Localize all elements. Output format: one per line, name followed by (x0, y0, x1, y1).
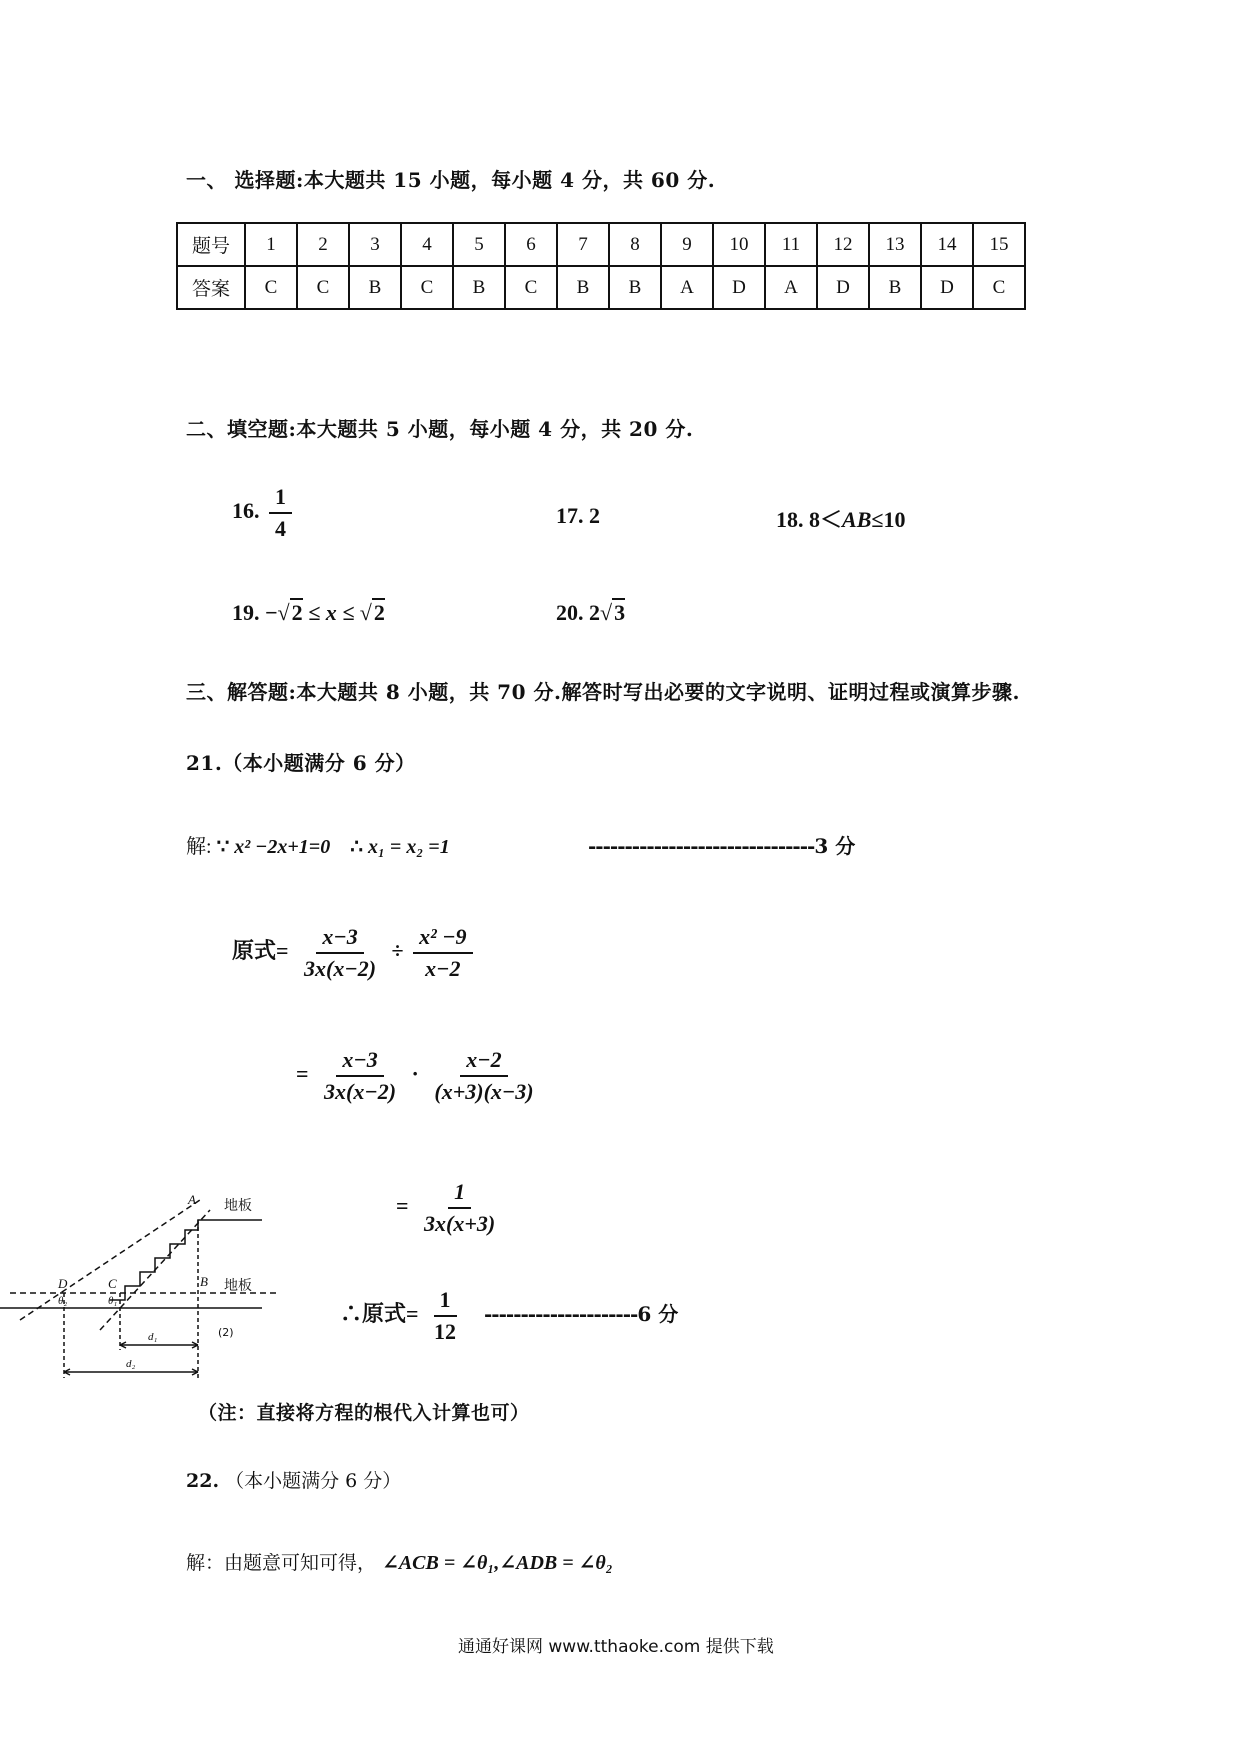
section1-heading: 一、 选择题:本大题共 15 小题，每小题 4 分，共 60 分. (186, 168, 716, 192)
table-cell: 6 (505, 223, 557, 266)
section2-heading: 二、填空题:本大题共 5 小题，每小题 4 分，共 20 分. (186, 417, 694, 441)
score-dashes: --------------------- (484, 1302, 638, 1326)
table-cell: 11 (765, 223, 817, 266)
score-value: 6 分 (637, 1302, 679, 1326)
label-c: C (108, 1276, 117, 1291)
fraction (418, 1180, 501, 1236)
q21-step2 (296, 1048, 544, 1104)
radicand: 2 (373, 600, 385, 625)
inequality-middle: ≤ x ≤ (308, 600, 355, 625)
table-row-answers (177, 266, 1025, 309)
numerator: x−2 (460, 1048, 507, 1077)
solution-prefix: 解: (186, 836, 212, 858)
label-theta2: θ₂ (58, 1295, 68, 1307)
original-expression-label: 原式= (232, 938, 289, 964)
equation-roots: x₁ = x₂ =1 (367, 836, 450, 858)
label-d: D (58, 1276, 68, 1291)
table-cell: B (609, 266, 661, 309)
table-cell: 14 (921, 223, 973, 266)
label-d1: d₁ (148, 1331, 158, 1343)
label-b: B (200, 1274, 208, 1289)
section3-heading: 三、解答题:本大题共 8 小题，共 70 分.解答时写出必要的文字说明、证明过程或演算步骤. (186, 680, 1020, 704)
table-cell: 8 (609, 223, 661, 266)
minus-sign: − (265, 600, 278, 625)
numerator: x−3 (316, 925, 363, 954)
table-cell: 9 (661, 223, 713, 266)
denominator: 3x(x−2) (324, 1079, 397, 1105)
label-floor-top: 地板 (224, 1198, 252, 1214)
radicand: 3 (614, 600, 626, 625)
question-number: 20. (556, 600, 584, 625)
label-theta1: θ₁ (108, 1295, 118, 1307)
coefficient: 2 (589, 600, 600, 625)
question-17 (556, 503, 600, 529)
question-19: 19. −√2 ≤ x ≤ √2 (232, 600, 385, 625)
q21-note: （注：直接将方程的根代入计算也可） (198, 1402, 530, 1424)
table-cell: A (765, 266, 817, 309)
table-cell: 12 (817, 223, 869, 266)
table-cell: C (245, 266, 297, 309)
score-marker-2 (484, 1298, 678, 1327)
denominator: 12 (434, 1319, 457, 1345)
score-marker-1 (588, 830, 855, 859)
answer-value: 2 (589, 503, 600, 528)
table-cell: B (349, 266, 401, 309)
q21-title: 21.（本小题满分 6 分） (186, 751, 416, 775)
table-cell: B (557, 266, 609, 309)
table-cell: 10 (713, 223, 765, 266)
denominator: 4 (275, 516, 286, 542)
fraction (413, 925, 472, 981)
q21-final (340, 1288, 466, 1344)
question-number: 16. (232, 498, 260, 524)
divide-operator: ÷ (391, 938, 404, 964)
question-16 (232, 485, 296, 541)
radicand: 2 (291, 600, 303, 625)
q21-step3 (396, 1180, 505, 1236)
table-cell: 1 (245, 223, 297, 266)
angle-relation: ∠ACB = ∠θ₁,∠ADB = ∠θ₂ (382, 1552, 613, 1574)
table-cell: 7 (557, 223, 609, 266)
table-cell: A (661, 266, 713, 309)
table-cell: C (297, 266, 349, 309)
table-cell: 13 (869, 223, 921, 266)
equation: x² −2x+1=0 (234, 836, 331, 858)
answer-table (176, 222, 1026, 310)
inequality-left: 8＜ (809, 507, 843, 532)
equals-sign: = (396, 1193, 409, 1219)
table-cell: C (505, 266, 557, 309)
question-number: 19. (232, 600, 260, 625)
fraction (269, 485, 292, 541)
q21-step1 (232, 925, 477, 981)
numerator: x² −9 (413, 925, 472, 954)
footer-credit: 通通好课网 www.tthaoke.com 提供下载 (458, 1637, 774, 1657)
question-20: 20. 2√3 (556, 600, 626, 625)
table-cell: C (973, 266, 1025, 309)
table-header-answer: 答案 (177, 266, 245, 309)
numerator: 1 (269, 485, 292, 514)
q22-title (186, 1466, 401, 1493)
denominator: 3x(x+3) (424, 1211, 496, 1237)
question-number: 22. (186, 1470, 220, 1492)
variable: AB (842, 507, 872, 532)
table-cell: 3 (349, 223, 401, 266)
figure-number: (2) (218, 1326, 234, 1339)
fraction (428, 1048, 539, 1104)
inequality-right: ≤10 (871, 507, 906, 532)
therefore-symbol: ∴ (350, 836, 363, 858)
table-cell: 4 (401, 223, 453, 266)
table-cell: B (869, 266, 921, 309)
denominator: x−2 (425, 956, 461, 982)
table-cell: B (453, 266, 505, 309)
label-a: A (188, 1192, 196, 1207)
table-header-number: 题号 (177, 223, 245, 266)
equals-sign: = (296, 1061, 309, 1087)
table-cell: D (713, 266, 765, 309)
table-cell: C (401, 266, 453, 309)
score-value: 3 分 (814, 834, 856, 858)
fraction (428, 1288, 462, 1344)
table-cell: 15 (973, 223, 1025, 266)
question-18 (776, 503, 905, 534)
numerator: 1 (434, 1288, 457, 1317)
staircase-figure (0, 1190, 290, 1390)
question-number: 18. (776, 507, 804, 532)
diagonal-line-ac (100, 1210, 210, 1330)
q22-solution (186, 1548, 613, 1575)
label-d2: d₂ (126, 1358, 136, 1370)
fraction (298, 925, 382, 981)
denominator: (x+3)(x−3) (434, 1079, 534, 1105)
solution-prefix: 解：由题意可知可得， (186, 1552, 377, 1574)
table-cell: 2 (297, 223, 349, 266)
multiply-operator: · (411, 1061, 419, 1087)
numerator: x−3 (336, 1048, 383, 1077)
score-note: （本小题满分 6 分） (225, 1470, 402, 1492)
table-cell: 5 (453, 223, 505, 266)
fraction (318, 1048, 402, 1104)
because-symbol: ∵ (216, 836, 230, 858)
table-cell: D (817, 266, 869, 309)
table-cell: D (921, 266, 973, 309)
table-row-numbers (177, 223, 1025, 266)
final-label: ∴原式= (340, 1301, 419, 1327)
denominator: 3x(x−2) (304, 956, 377, 982)
numerator: 1 (448, 1180, 471, 1209)
score-dashes: ------------------------------- (588, 834, 815, 858)
label-floor-bottom: 地板 (224, 1278, 252, 1294)
q21-line1 (186, 830, 450, 859)
question-number: 17. (556, 503, 584, 528)
